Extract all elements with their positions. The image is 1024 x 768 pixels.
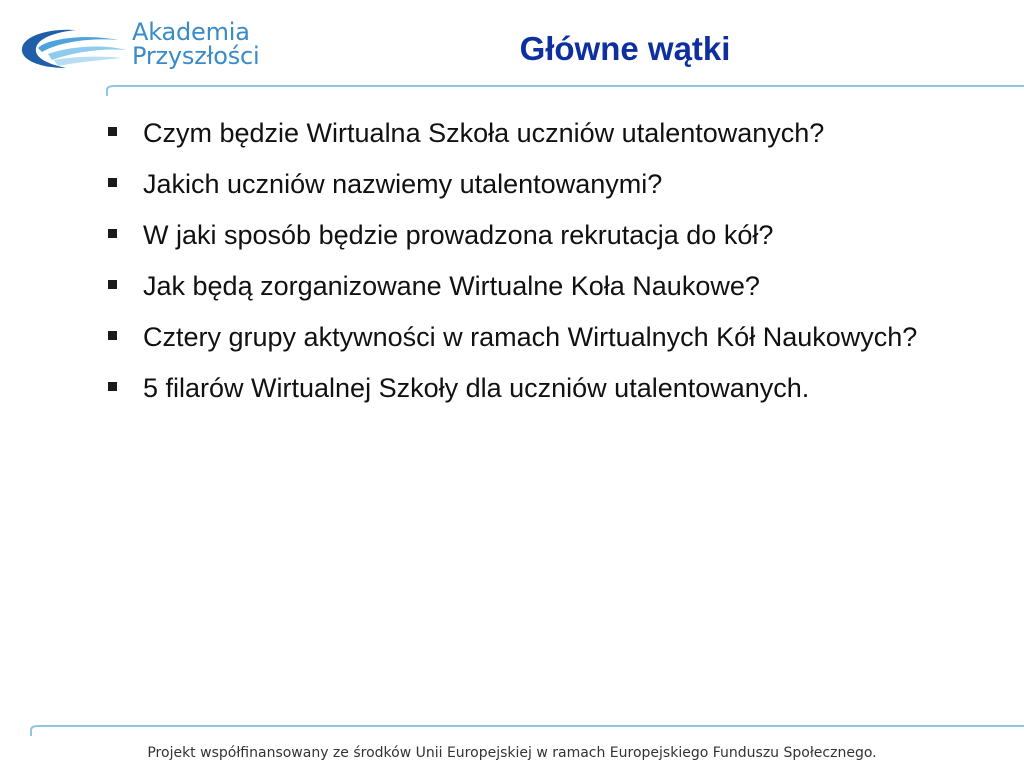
bullet-item	[106, 369, 938, 407]
top-divider	[106, 84, 1024, 96]
bullet-text: Jakich uczniów nazwiemy utalentowanymi?	[143, 169, 663, 199]
square-bullet-icon	[108, 331, 117, 340]
square-bullet-icon	[108, 127, 117, 136]
bullet-text: Cztery grupy aktywności w ramach Wirtualnych Kół Naukowych?	[143, 322, 918, 352]
bullet-item	[106, 267, 938, 305]
square-bullet-icon	[108, 280, 117, 289]
bullet-text: W jaki sposób będzie prowadzona rekrutacja do kół?	[143, 220, 774, 250]
bullet-item	[106, 216, 938, 254]
swoosh-logo-icon	[18, 24, 130, 76]
logo-line-1: Akademia	[132, 18, 250, 46]
bullet-item	[106, 318, 938, 356]
logo-line-2: Przyszłości	[132, 42, 260, 70]
square-bullet-icon	[108, 229, 117, 238]
akademia-logo	[18, 18, 268, 80]
bullet-text: 5 filarów Wirtualnej Szkoły dla uczniów utalentowanych.	[143, 373, 810, 403]
bullet-list	[106, 114, 938, 420]
slide-title: Główne wątki	[519, 30, 731, 67]
bullet-item	[106, 165, 938, 203]
bullet-text: Czym będzie Wirtualna Szkoła uczniów utalentowanych?	[143, 118, 825, 148]
square-bullet-icon	[108, 382, 117, 391]
logo-text	[132, 20, 260, 68]
footer-text: Projekt współfinansowany ze środków Unii Europejskiej w ramach Europejskiego Funduszu Społecznego.	[147, 745, 877, 761]
square-bullet-icon	[108, 178, 117, 187]
bullet-text: Jak będą zorganizowane Wirtualne Koła Naukowe?	[143, 271, 760, 301]
bullet-item	[106, 114, 938, 152]
bottom-divider	[30, 724, 1024, 736]
